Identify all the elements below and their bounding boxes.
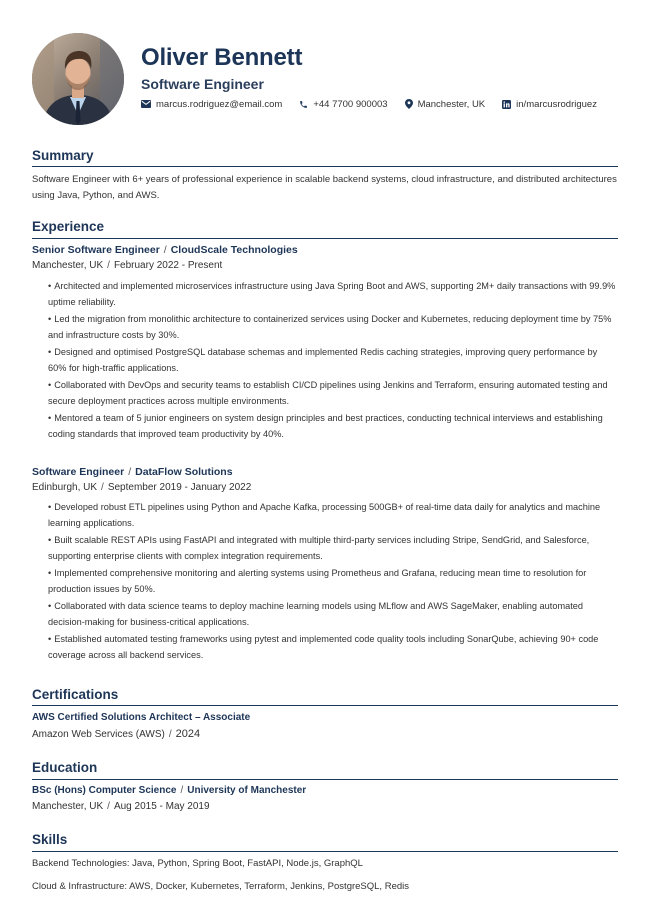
job-bullet: • Led the migration from monolithic architecture to containerized services using Docker and Kubernetes, reducing deployment time by 75% and infrastructure costs by 30%. — [48, 312, 618, 343]
certifications-heading: Certifications — [32, 687, 119, 702]
contact-linkedin[interactable] — [502, 99, 597, 110]
job-location: Manchester, UK — [32, 260, 104, 271]
profile-photo — [32, 33, 124, 125]
job-bullets — [48, 279, 618, 444]
experience-heading: Experience — [32, 219, 105, 234]
education-degree: BSc (Hons) Computer Science — [32, 785, 177, 796]
email-icon — [141, 100, 156, 108]
job-bullet: • Developed robust ETL pipelines using Python and Apache Kafka, processing 500GB+ of real-time data daily for analytics and machine learning applications. — [48, 500, 618, 531]
education-heading: Education — [32, 760, 98, 775]
job-position: Software Engineer — [32, 466, 125, 478]
education-divider — [32, 779, 618, 780]
candidate-role: Software Engineer — [141, 76, 264, 92]
education-school: University of Manchester — [187, 785, 307, 796]
title-separator: / — [128, 466, 132, 478]
certification-year: 2024 — [175, 728, 201, 740]
contact-email[interactable] — [141, 99, 282, 110]
job-dates: February 2022 - Present — [113, 260, 223, 271]
job-position: Senior Software Engineer — [32, 244, 160, 256]
title-separator: / — [180, 785, 184, 796]
contact-linkedin-text: in/marcusrodriguez — [516, 98, 597, 110]
job-bullet: • Implemented comprehensive monitoring and alerting systems using Prometheus and Grafana, reducing mean time to resolution for production issues by 50%. — [48, 566, 618, 597]
title-separator: / — [163, 244, 167, 256]
meta-separator: / — [107, 801, 110, 812]
certification-meta — [32, 728, 200, 740]
candidate-name: Oliver Bennett — [141, 44, 303, 71]
experience-divider — [32, 238, 618, 239]
meta-separator: / — [168, 729, 172, 740]
skill-line: Backend Technologies: Java, Python, Spring Boot, FastAPI, Node.js, GraphQL — [32, 858, 363, 869]
job-company: CloudScale Technologies — [170, 244, 298, 256]
job-bullet: • Built scalable REST APIs using FastAPI and integrated with multiple third-party services including Stripe, SendGrid, and Salesforce, supporting enterprise clients with complex integration requirements. — [48, 533, 618, 564]
job-location: Edinburgh, UK — [32, 482, 98, 493]
certification-issuer: Amazon Web Services (AWS) — [32, 729, 165, 740]
linkedin-icon — [502, 100, 516, 109]
education-location: Manchester, UK — [32, 801, 104, 812]
location-pin-icon — [405, 99, 418, 109]
job-title — [32, 466, 233, 478]
meta-separator: / — [101, 482, 104, 493]
job-bullet: • Mentored a team of 5 junior engineers on system design principles and best practices, conducting technical interviews and establishing coding standards that improved team productivity by 40%. — [48, 411, 618, 442]
job-meta — [32, 482, 251, 493]
job-company: DataFlow Solutions — [135, 466, 233, 478]
job-bullet: • Established automated testing frameworks using pytest and implemented code quality tools including SonarQube, achieving 90+ code coverage across all backend services. — [48, 632, 618, 663]
phone-icon — [299, 100, 313, 109]
education-degree-line — [32, 785, 306, 796]
certifications-divider — [32, 705, 618, 706]
summary-divider — [32, 166, 618, 167]
summary-text: Software Engineer with 6+ years of professional experience in scalable backend systems, cloud infrastructure, and distributed architectures using Java, Python, and AWS. — [32, 174, 617, 201]
skills-divider — [32, 851, 618, 852]
contact-info — [141, 97, 597, 111]
job-bullet: • Designed and optimised PostgreSQL database schemas and implemented Redis caching strategies, improving query performance by 60% for high-traffic applications. — [48, 345, 618, 376]
contact-phone[interactable] — [299, 99, 387, 110]
education-meta — [32, 801, 210, 812]
contact-phone-text: +44 7700 900003 — [313, 98, 388, 110]
contact-location — [405, 99, 486, 110]
job-bullets — [48, 500, 618, 665]
job-meta — [32, 260, 222, 271]
skills-heading: Skills — [32, 832, 68, 847]
skill-line: Cloud & Infrastructure: AWS, Docker, Kubernetes, Terraform, Jenkins, PostgreSQL, Redis — [32, 881, 409, 892]
contact-email-text: marcus.rodriguez@email.com — [156, 98, 283, 110]
summary-heading: Summary — [32, 148, 94, 163]
job-bullet: • Collaborated with data science teams to deploy machine learning models using MLflow and AWS SageMaker, enabling automated decision-making for business-critical applications. — [48, 599, 618, 630]
job-dates: September 2019 - January 2022 — [107, 482, 252, 493]
education-dates: Aug 2015 - May 2019 — [113, 801, 210, 812]
meta-separator: / — [107, 260, 110, 271]
job-bullet: • Architected and implemented microservices infrastructure using Java Spring Boot and AWS, supporting 2M+ daily transactions with 99.9% uptime reliability. — [48, 279, 618, 310]
job-title — [32, 244, 298, 256]
contact-location-text: Manchester, UK — [417, 98, 486, 110]
job-bullet: • Collaborated with DevOps and security teams to establish CI/CD pipelines using Jenkins and Terraform, ensuring automated testing and secure deployment practices across multiple environments. — [48, 378, 618, 409]
certification-name: AWS Certified Solutions Architect – Associate — [32, 712, 251, 723]
